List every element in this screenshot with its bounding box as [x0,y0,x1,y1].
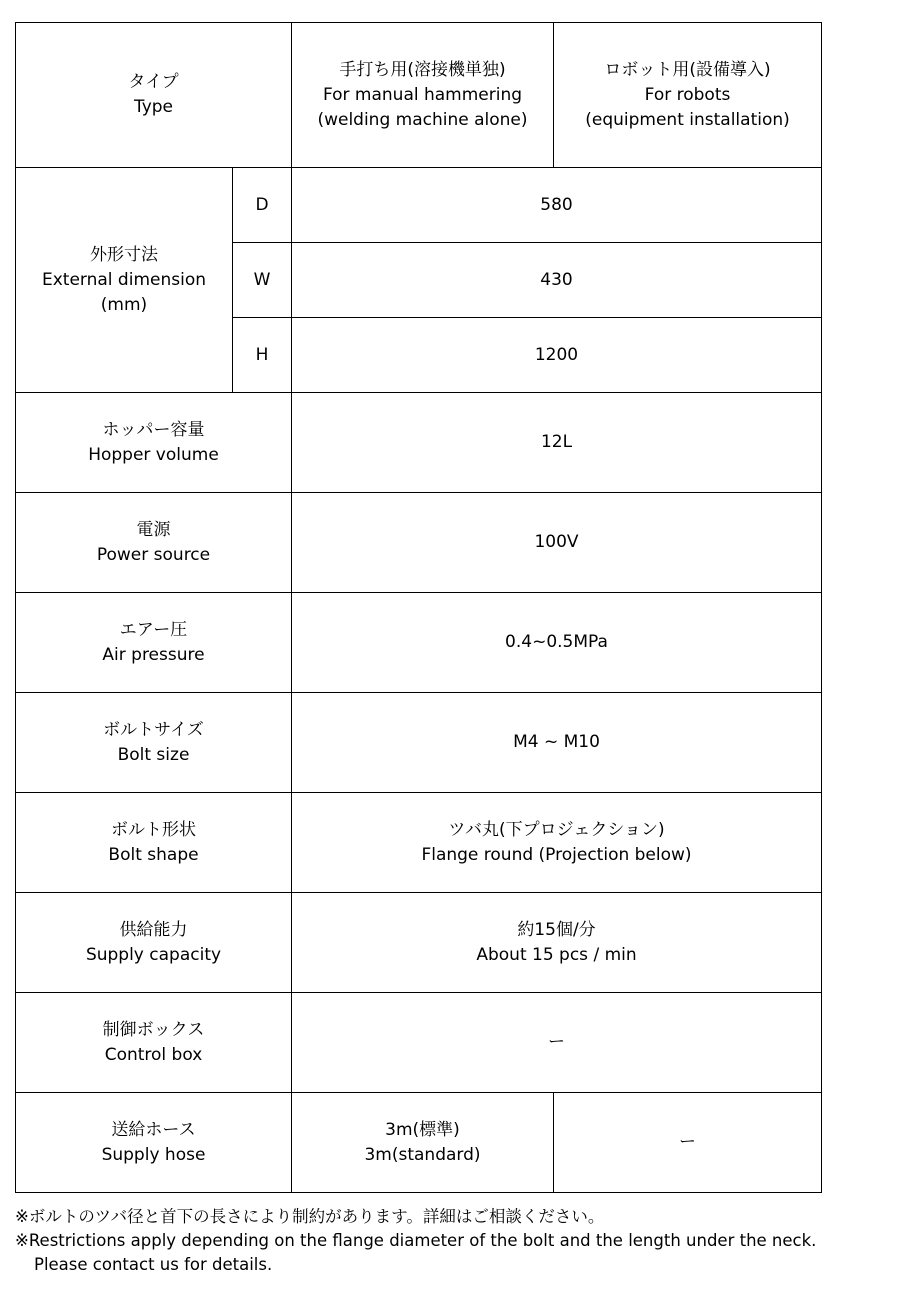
robot-label-en: For robots [644,84,731,105]
spec-value-en: About 15 pcs / min [476,944,637,965]
footnote-en-contact: Please contact us for details. [34,1255,273,1274]
manual-header-cell [292,23,554,168]
footnote-ja: ※ボルトのツバ径と首下の長さにより制約があります。詳細はご相談ください。 [15,1207,605,1226]
footnotes [15,1205,816,1277]
hose-label-ja: 送給ホース [111,1119,196,1140]
type-label-en: Type [133,97,174,117]
spec-value-cell [292,793,822,893]
spec-label-ja: 電源 [136,519,171,540]
hose-row [16,1093,822,1193]
spec-label-en: Bolt shape [108,844,199,865]
spec-label-ja: 供給能力 [119,919,188,940]
spec-value: 0.4~0.5MPa [505,632,608,652]
spec-label-en: Hopper volume [88,444,219,465]
dimension-axis-d: D [233,168,292,243]
spec-label-ja: ボルト形状 [111,819,196,840]
robot-label-en-sub: (equipment installation) [585,109,790,130]
hose-label-en: Supply hose [101,1144,206,1165]
dimension-row-d [16,168,822,243]
dimension-value-h: 1200 [292,318,822,393]
spec-label-cell [16,993,292,1093]
hose-manual-value-ja: 3m(標準) [385,1119,460,1140]
spec-value-cell [292,493,822,593]
spec-label-ja: 制御ボックス [102,1019,205,1040]
manual-label-en: For manual hammering [322,84,523,105]
spec-label-ja: ボルトサイズ [103,719,204,740]
dimension-label-cell [16,168,233,393]
manual-label-ja: 手打ち用(溶接機単独) [339,59,506,80]
spec-label-cell [16,793,292,893]
hose-manual-cell [292,1093,554,1193]
spec-row-supply-capacity [16,893,822,993]
dimension-label-en: External dimension [42,269,206,290]
spec-label-cell [16,893,292,993]
spec-value: M4 ~ M10 [513,732,600,752]
dimension-axis-h: H [233,318,292,393]
spec-label-cell [16,393,292,493]
spec-value: 約15個/分 [517,919,596,940]
spec-label-en: Air pressure [102,644,205,665]
footnote-en: ※Restrictions apply depending on the flange diameter of the bolt and the length under the neck. [15,1231,817,1250]
spec-label-cell [16,693,292,793]
dimension-value-w: 430 [292,243,822,318]
spec-row-bolt-shape [16,793,822,893]
spec-value-en: Flange round (Projection below) [421,844,692,865]
spec-row-hopper [16,393,822,493]
spec-value-cell [292,993,822,1093]
dimension-value-d: 580 [292,168,822,243]
spec-row-control-box [16,993,822,1093]
type-header-cell [16,23,292,168]
type-label-ja: タイプ [128,72,179,92]
spec-label-en: Bolt size [117,744,190,765]
hose-manual-value-en: 3m(standard) [364,1144,481,1165]
spec-value: ー [548,1032,565,1052]
spec-value-cell [292,393,822,493]
spec-label-cell [16,493,292,593]
spec-value-cell [292,893,822,993]
dimension-label-ja: 外形寸法 [90,244,158,265]
spec-label-cell [16,593,292,693]
spec-label-ja: エアー圧 [119,619,188,640]
spec-label-en: Supply capacity [85,944,222,965]
spec-label-en: Power source [96,544,211,565]
spec-label-en: Control box [104,1044,203,1065]
spec-row-air [16,593,822,693]
spec-value: 100V [534,532,579,552]
manual-label-en-sub: (welding machine alone) [317,109,528,130]
hose-label-cell [16,1093,292,1193]
spec-row-power [16,493,822,593]
robot-label-ja: ロボット用(設備導入) [604,59,771,80]
spec-value-cell [292,693,822,793]
spec-value: ツバ丸(下プロジェクション) [448,819,665,840]
spec-value-cell [292,593,822,693]
header-row [16,23,822,168]
dimension-axis-w: W [233,243,292,318]
dimension-label-unit: (mm) [100,294,148,315]
robot-header-cell [554,23,822,168]
spec-value: 12L [540,432,573,452]
hose-robot-cell [554,1093,822,1193]
spec-row-bolt-size [16,693,822,793]
spec-table [15,22,822,1193]
spec-label-ja: ホッパー容量 [102,419,205,440]
hose-robot-value: ー [679,1132,696,1152]
